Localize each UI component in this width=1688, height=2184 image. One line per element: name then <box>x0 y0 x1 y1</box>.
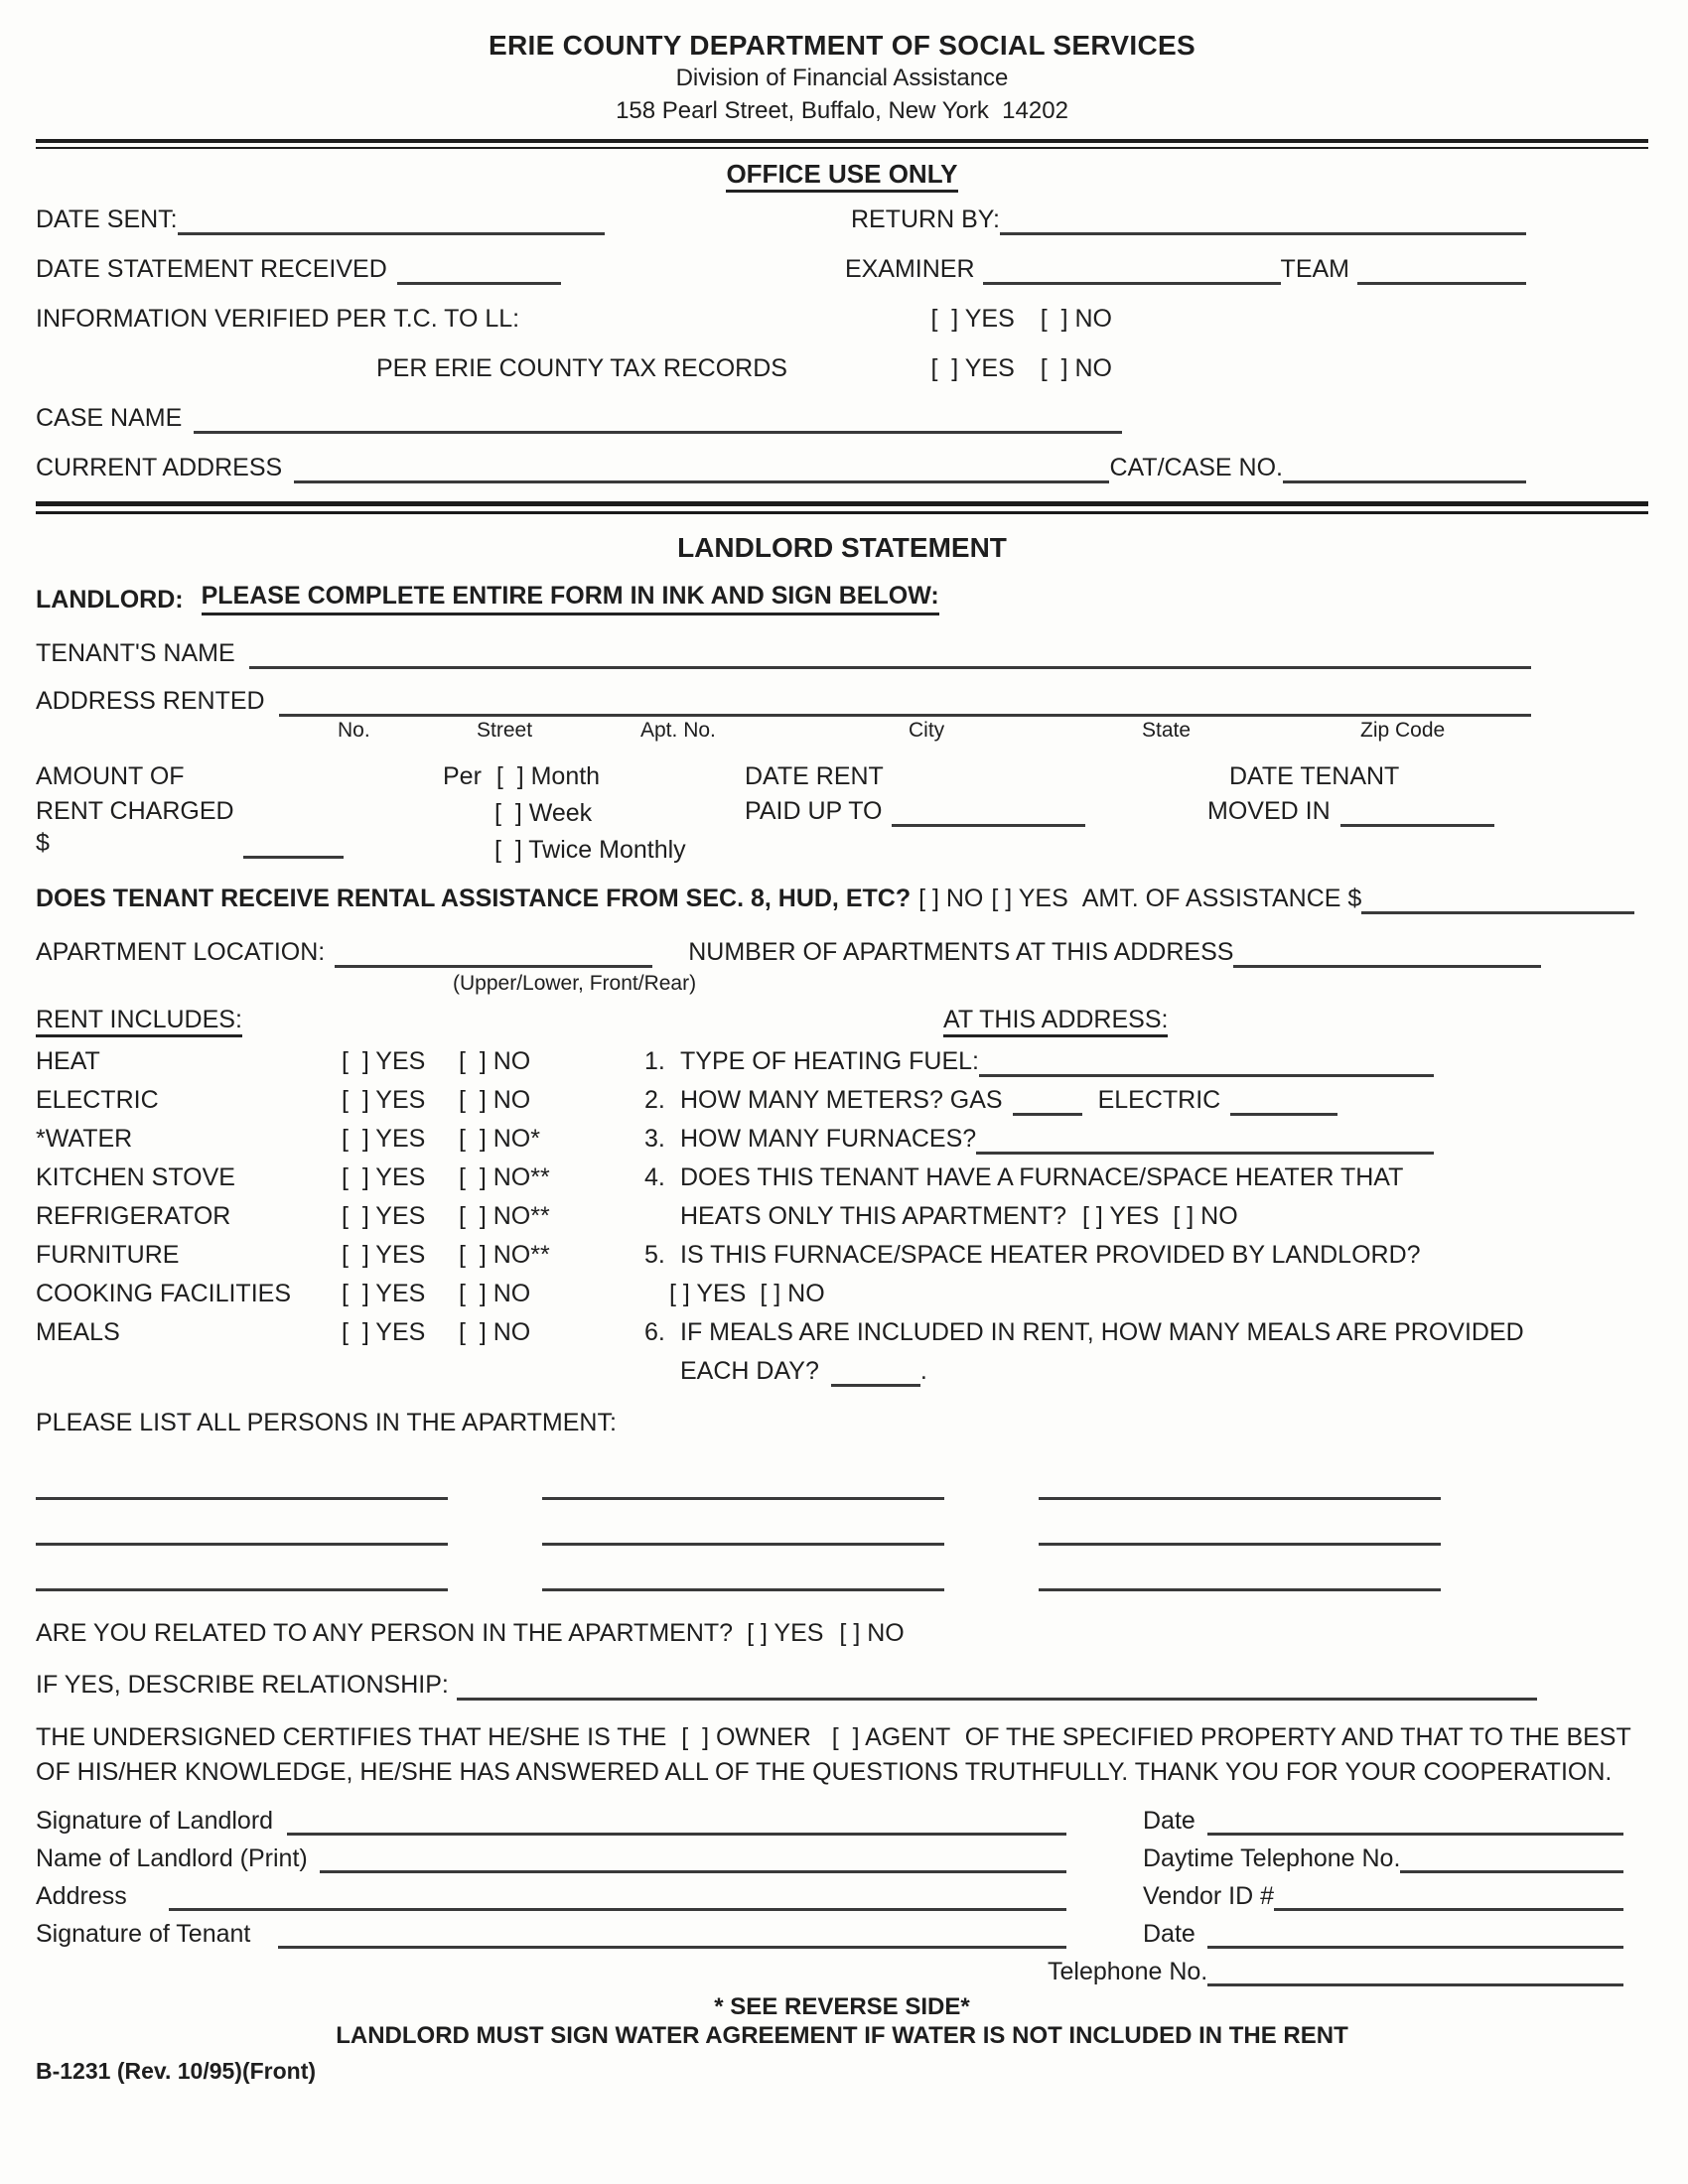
tax-records-yes-checkbox[interactable]: [ ] YES <box>930 354 1015 382</box>
vendor-id-label: Vendor ID # <box>1143 1882 1275 1910</box>
date-label: Date <box>1143 1807 1196 1835</box>
person-line-field[interactable] <box>1039 1534 1441 1546</box>
landlord-statement-title: LANDLORD STATEMENT <box>677 532 1007 563</box>
no-checkbox[interactable]: [ ] NO* <box>459 1125 540 1153</box>
name-of-landlord-field[interactable] <box>320 1861 1066 1873</box>
agent-checkbox[interactable]: [ ] AGENT <box>831 1723 950 1751</box>
tenant-name-field[interactable] <box>249 657 1531 669</box>
utility-label: *WATER <box>36 1125 133 1153</box>
signature-of-tenant-field[interactable] <box>278 1937 1066 1949</box>
daytime-telephone-label: Daytime Telephone No. <box>1143 1844 1401 1872</box>
signature-block <box>36 1806 1648 1986</box>
yes-checkbox[interactable]: [ ] YES <box>342 1047 426 1075</box>
meals-period: . <box>919 1357 927 1385</box>
rent-per-week-checkbox[interactable]: [ ] Week <box>494 799 593 827</box>
date-sent-field[interactable] <box>178 223 605 235</box>
item-number: 2. <box>644 1086 665 1114</box>
persons-list-title: PLEASE LIST ALL PERSONS IN THE APARTMENT: <box>36 1409 617 1436</box>
meals-question-line2: EACH DAY? <box>680 1357 819 1385</box>
telephone-field[interactable] <box>1207 1975 1623 1986</box>
address-zip-label: Zip Code <box>1360 719 1446 742</box>
date-sent-label: DATE SENT: <box>36 205 178 233</box>
vendor-id-field[interactable] <box>1274 1899 1623 1911</box>
no-checkbox[interactable]: [ ] NO** <box>459 1202 550 1230</box>
case-name-field[interactable] <box>194 422 1122 434</box>
division-name: Division of Financial Assistance <box>675 65 1009 91</box>
rent-includes-row <box>36 1124 644 1155</box>
rent-includes-column <box>36 1006 644 1356</box>
water-agreement-note: LANDLORD MUST SIGN WATER AGREEMENT IF WATER IS NOT INCLUDED IN THE RENT <box>336 2022 1348 2049</box>
item-number: 1. <box>644 1047 665 1075</box>
telephone-label: Telephone No. <box>1048 1958 1208 1985</box>
heater-yes-checkbox[interactable]: [ ] YES <box>1082 1202 1160 1230</box>
furnace-question-line1: DOES THIS TENANT HAVE A FURNACE/SPACE HEATER THAT <box>680 1163 1404 1191</box>
assistance-amount-field[interactable] <box>1361 902 1634 914</box>
heating-fuel-field[interactable] <box>979 1065 1434 1077</box>
office-use-only-title: OFFICE USE ONLY <box>726 159 957 193</box>
date-tenant-label: DATE TENANT <box>1229 762 1400 790</box>
person-line-field[interactable] <box>1039 1488 1441 1500</box>
paid-up-to-label: PAID UP TO <box>745 797 883 825</box>
daytime-telephone-field[interactable] <box>1400 1861 1623 1873</box>
info-verified-label: INFORMATION VERIFIED PER T.C. TO LL: <box>36 305 520 333</box>
address-no-label: No. <box>338 719 370 742</box>
related-yes-checkbox[interactable]: [ ] YES <box>747 1619 824 1647</box>
tax-records-no-checkbox[interactable]: [ ] NO <box>1040 354 1112 382</box>
agency-address: 158 Pearl Street, Buffalo, New York 14202 <box>616 97 1068 124</box>
certification-text-1: THE UNDERSIGNED CERTIFIES THAT HE/SHE IS THE <box>36 1723 667 1751</box>
furnaces-field[interactable] <box>976 1143 1434 1155</box>
date-statement-received-label: DATE STATEMENT RECEIVED <box>36 255 387 283</box>
address-apt-label: Apt. No. <box>640 719 716 742</box>
item-number: 5. <box>644 1241 665 1269</box>
electric-label: ELECTRIC <box>1097 1086 1221 1114</box>
signature-of-landlord-label: Signature of Landlord <box>36 1807 274 1835</box>
address-sublabels <box>36 719 1648 749</box>
rent-amount-block <box>36 758 1648 869</box>
utilities-section <box>36 1006 1648 1395</box>
item-number: 3. <box>644 1125 665 1153</box>
assistance-no-checkbox[interactable]: [ ] NO <box>918 885 984 912</box>
info-verified-no-checkbox[interactable]: [ ] NO <box>1040 305 1112 333</box>
person-line-field[interactable] <box>36 1579 448 1591</box>
section-divider-rule <box>36 501 1648 514</box>
utility-label: REFRIGERATOR <box>36 1202 231 1230</box>
relationship-field[interactable] <box>457 1689 1537 1701</box>
yes-checkbox[interactable]: [ ] YES <box>342 1280 426 1307</box>
rent-per-month-checkbox[interactable]: [ ] Month <box>495 762 601 790</box>
utility-label: KITCHEN STOVE <box>36 1163 235 1191</box>
gas-meters-field[interactable] <box>1013 1104 1082 1116</box>
assistance-yes-checkbox[interactable]: [ ] YES <box>991 885 1068 912</box>
furnace-question-line2: HEATS ONLY THIS APARTMENT? <box>680 1202 1066 1230</box>
assistance-amount-label: AMT. OF ASSISTANCE $ <box>1081 885 1362 912</box>
team-field[interactable] <box>1357 273 1526 285</box>
divider-rule <box>36 139 1648 149</box>
examiner-label: EXAMINER <box>844 255 975 283</box>
person-line-field[interactable] <box>542 1579 944 1591</box>
no-checkbox[interactable]: [ ] NO <box>459 1047 531 1075</box>
utility-label: FURNITURE <box>36 1241 180 1269</box>
info-verified-yes-checkbox[interactable]: [ ] YES <box>930 305 1015 333</box>
heater-landlord-no-checkbox[interactable]: [ ] NO <box>760 1280 825 1307</box>
moved-in-label: MOVED IN <box>1207 797 1331 825</box>
date-field[interactable] <box>1207 1824 1623 1836</box>
rent-charged-field[interactable] <box>243 847 344 859</box>
team-label: TEAM <box>1280 255 1349 283</box>
address-state-label: State <box>1142 719 1192 742</box>
heater-landlord-yes-checkbox[interactable]: [ ] YES <box>669 1280 747 1307</box>
at-this-address-column <box>644 1006 1648 1395</box>
tenant-date-label: Date <box>1143 1920 1196 1948</box>
no-checkbox[interactable]: [ ] NO <box>459 1318 531 1346</box>
cat-case-no-field[interactable] <box>1283 472 1526 483</box>
rent-charged-label: RENT CHARGED $ <box>36 797 234 857</box>
yes-checkbox[interactable]: [ ] YES <box>342 1163 426 1191</box>
apartment-location-label: APARTMENT LOCATION: <box>36 938 326 966</box>
rent-includes-row <box>36 1046 644 1077</box>
form-header <box>36 30 1648 127</box>
date-statement-received-field[interactable] <box>397 273 561 285</box>
see-reverse-note: * SEE REVERSE SIDE* <box>714 1993 970 2020</box>
signature-of-tenant-label: Signature of Tenant <box>36 1920 251 1948</box>
yes-checkbox[interactable]: [ ] YES <box>342 1202 426 1230</box>
certification-text-2: OF THE SPECIFIED PROPERTY AND THAT TO THE BEST OF HIS/HER KNOWLEDGE, HE/SHE HAS ANSWERED ALL OF THE QUESTIONS TRUTHFULLY. THANK YOU FOR YOUR COOPERATION. <box>36 1723 1631 1786</box>
per-label: Per <box>443 762 482 790</box>
number-of-apartments-label: NUMBER OF APARTMENTS AT THIS ADDRESS <box>688 938 1234 966</box>
apartment-location-field[interactable] <box>335 956 652 968</box>
item-number: 4. <box>644 1163 665 1191</box>
paid-up-to-field[interactable] <box>892 815 1085 827</box>
per-tax-records-label: PER ERIE COUNTY TAX RECORDS <box>376 354 787 382</box>
address-rented-label: ADDRESS RENTED <box>36 687 265 715</box>
meals-per-day-field[interactable] <box>831 1375 920 1387</box>
rent-includes-title: RENT INCLUDES: <box>36 1006 242 1037</box>
person-line-field[interactable] <box>542 1534 944 1546</box>
rent-includes-row <box>36 1240 644 1271</box>
person-line-field[interactable] <box>542 1488 944 1500</box>
date-rent-label: DATE RENT <box>745 762 884 790</box>
tenant-date-field[interactable] <box>1207 1937 1623 1949</box>
at-this-address-title: AT THIS ADDRESS: <box>943 1006 1168 1037</box>
cat-case-no-label: CAT/CASE NO. <box>1109 454 1283 481</box>
rent-twice-monthly-checkbox[interactable]: [ ] Twice Monthly <box>494 836 686 864</box>
examiner-field[interactable] <box>983 273 1281 285</box>
form-number: B-1231 (Rev. 10/95)(Front) <box>36 2058 317 2084</box>
case-name-label: CASE NAME <box>36 404 183 432</box>
yes-checkbox[interactable]: [ ] YES <box>342 1318 426 1346</box>
rent-includes-row <box>36 1085 644 1116</box>
describe-relationship-label: IF YES, DESCRIBE RELATIONSHIP: <box>36 1671 449 1699</box>
rent-includes-row <box>36 1162 644 1193</box>
meters-label: HOW MANY METERS? GAS <box>680 1086 1003 1114</box>
utility-label: COOKING FACILITIES <box>36 1280 291 1307</box>
furnaces-label: HOW MANY FURNACES? <box>680 1125 977 1153</box>
meals-question-line1: IF MEALS ARE INCLUDED IN RENT, HOW MANY MEALS ARE PROVIDED <box>680 1318 1524 1346</box>
rental-assistance-question: DOES TENANT RECEIVE RENTAL ASSISTANCE FROM SEC. 8, HUD, ETC? <box>36 885 912 912</box>
utility-label: ELECTRIC <box>36 1086 159 1114</box>
moved-in-field[interactable] <box>1340 815 1494 827</box>
return-by-label: RETURN BY: <box>850 205 1000 233</box>
no-checkbox[interactable]: [ ] NO <box>459 1280 531 1307</box>
address-rented-field[interactable] <box>279 705 1531 717</box>
certification-paragraph <box>36 1720 1648 1790</box>
person-line-field[interactable] <box>36 1534 448 1546</box>
related-no-checkbox[interactable]: [ ] NO <box>839 1619 905 1647</box>
return-by-field[interactable] <box>1000 223 1526 235</box>
number-of-apartments-field[interactable] <box>1233 956 1541 968</box>
yes-checkbox[interactable]: [ ] YES <box>342 1241 426 1269</box>
heating-fuel-label: TYPE OF HEATING FUEL: <box>680 1047 979 1075</box>
address-field[interactable] <box>169 1899 1066 1911</box>
heater-no-checkbox[interactable]: [ ] NO <box>1173 1202 1238 1230</box>
utility-label: MEALS <box>36 1318 120 1346</box>
current-address-label: CURRENT ADDRESS <box>36 454 283 481</box>
owner-checkbox[interactable]: [ ] OWNER <box>681 1723 811 1751</box>
rent-includes-row <box>36 1279 644 1309</box>
rent-includes-row <box>36 1201 644 1232</box>
no-checkbox[interactable]: [ ] NO** <box>459 1241 550 1269</box>
persons-lines <box>36 1488 1648 1591</box>
no-checkbox[interactable]: [ ] NO <box>459 1086 531 1114</box>
agency-name: ERIE COUNTY DEPARTMENT OF SOCIAL SERVICES <box>489 30 1196 61</box>
utility-label: HEAT <box>36 1047 100 1075</box>
related-question: ARE YOU RELATED TO ANY PERSON IN THE APARTMENT? <box>36 1619 734 1647</box>
rent-includes-row <box>36 1317 644 1348</box>
address-street-label: Street <box>477 719 533 742</box>
address-city-label: City <box>909 719 945 742</box>
yes-checkbox[interactable]: [ ] YES <box>342 1086 426 1114</box>
no-checkbox[interactable]: [ ] NO** <box>459 1163 550 1191</box>
instruction-label: PLEASE COMPLETE ENTIRE FORM IN INK AND SIGN BELOW: <box>202 580 939 615</box>
person-line-field[interactable] <box>1039 1579 1441 1591</box>
address-label: Address <box>36 1882 127 1910</box>
tenants-name-label: TENANT'S NAME <box>36 639 235 667</box>
amount-of-label: AMOUNT OF <box>36 762 185 790</box>
electric-meters-field[interactable] <box>1230 1104 1337 1116</box>
item-number: 6. <box>644 1318 665 1346</box>
signature-of-landlord-field[interactable] <box>287 1824 1066 1836</box>
yes-checkbox[interactable]: [ ] YES <box>342 1125 426 1153</box>
person-line-field[interactable] <box>36 1488 448 1500</box>
landlord-prefix-label: LANDLORD: <box>36 586 184 614</box>
current-address-field[interactable] <box>294 472 1109 483</box>
apartment-location-hint: (Upper/Lower, Front/Rear) <box>453 972 697 995</box>
heater-provided-question: IS THIS FURNACE/SPACE HEATER PROVIDED BY LANDLORD? <box>680 1241 1421 1269</box>
name-of-landlord-label: Name of Landlord (Print) <box>36 1844 308 1872</box>
